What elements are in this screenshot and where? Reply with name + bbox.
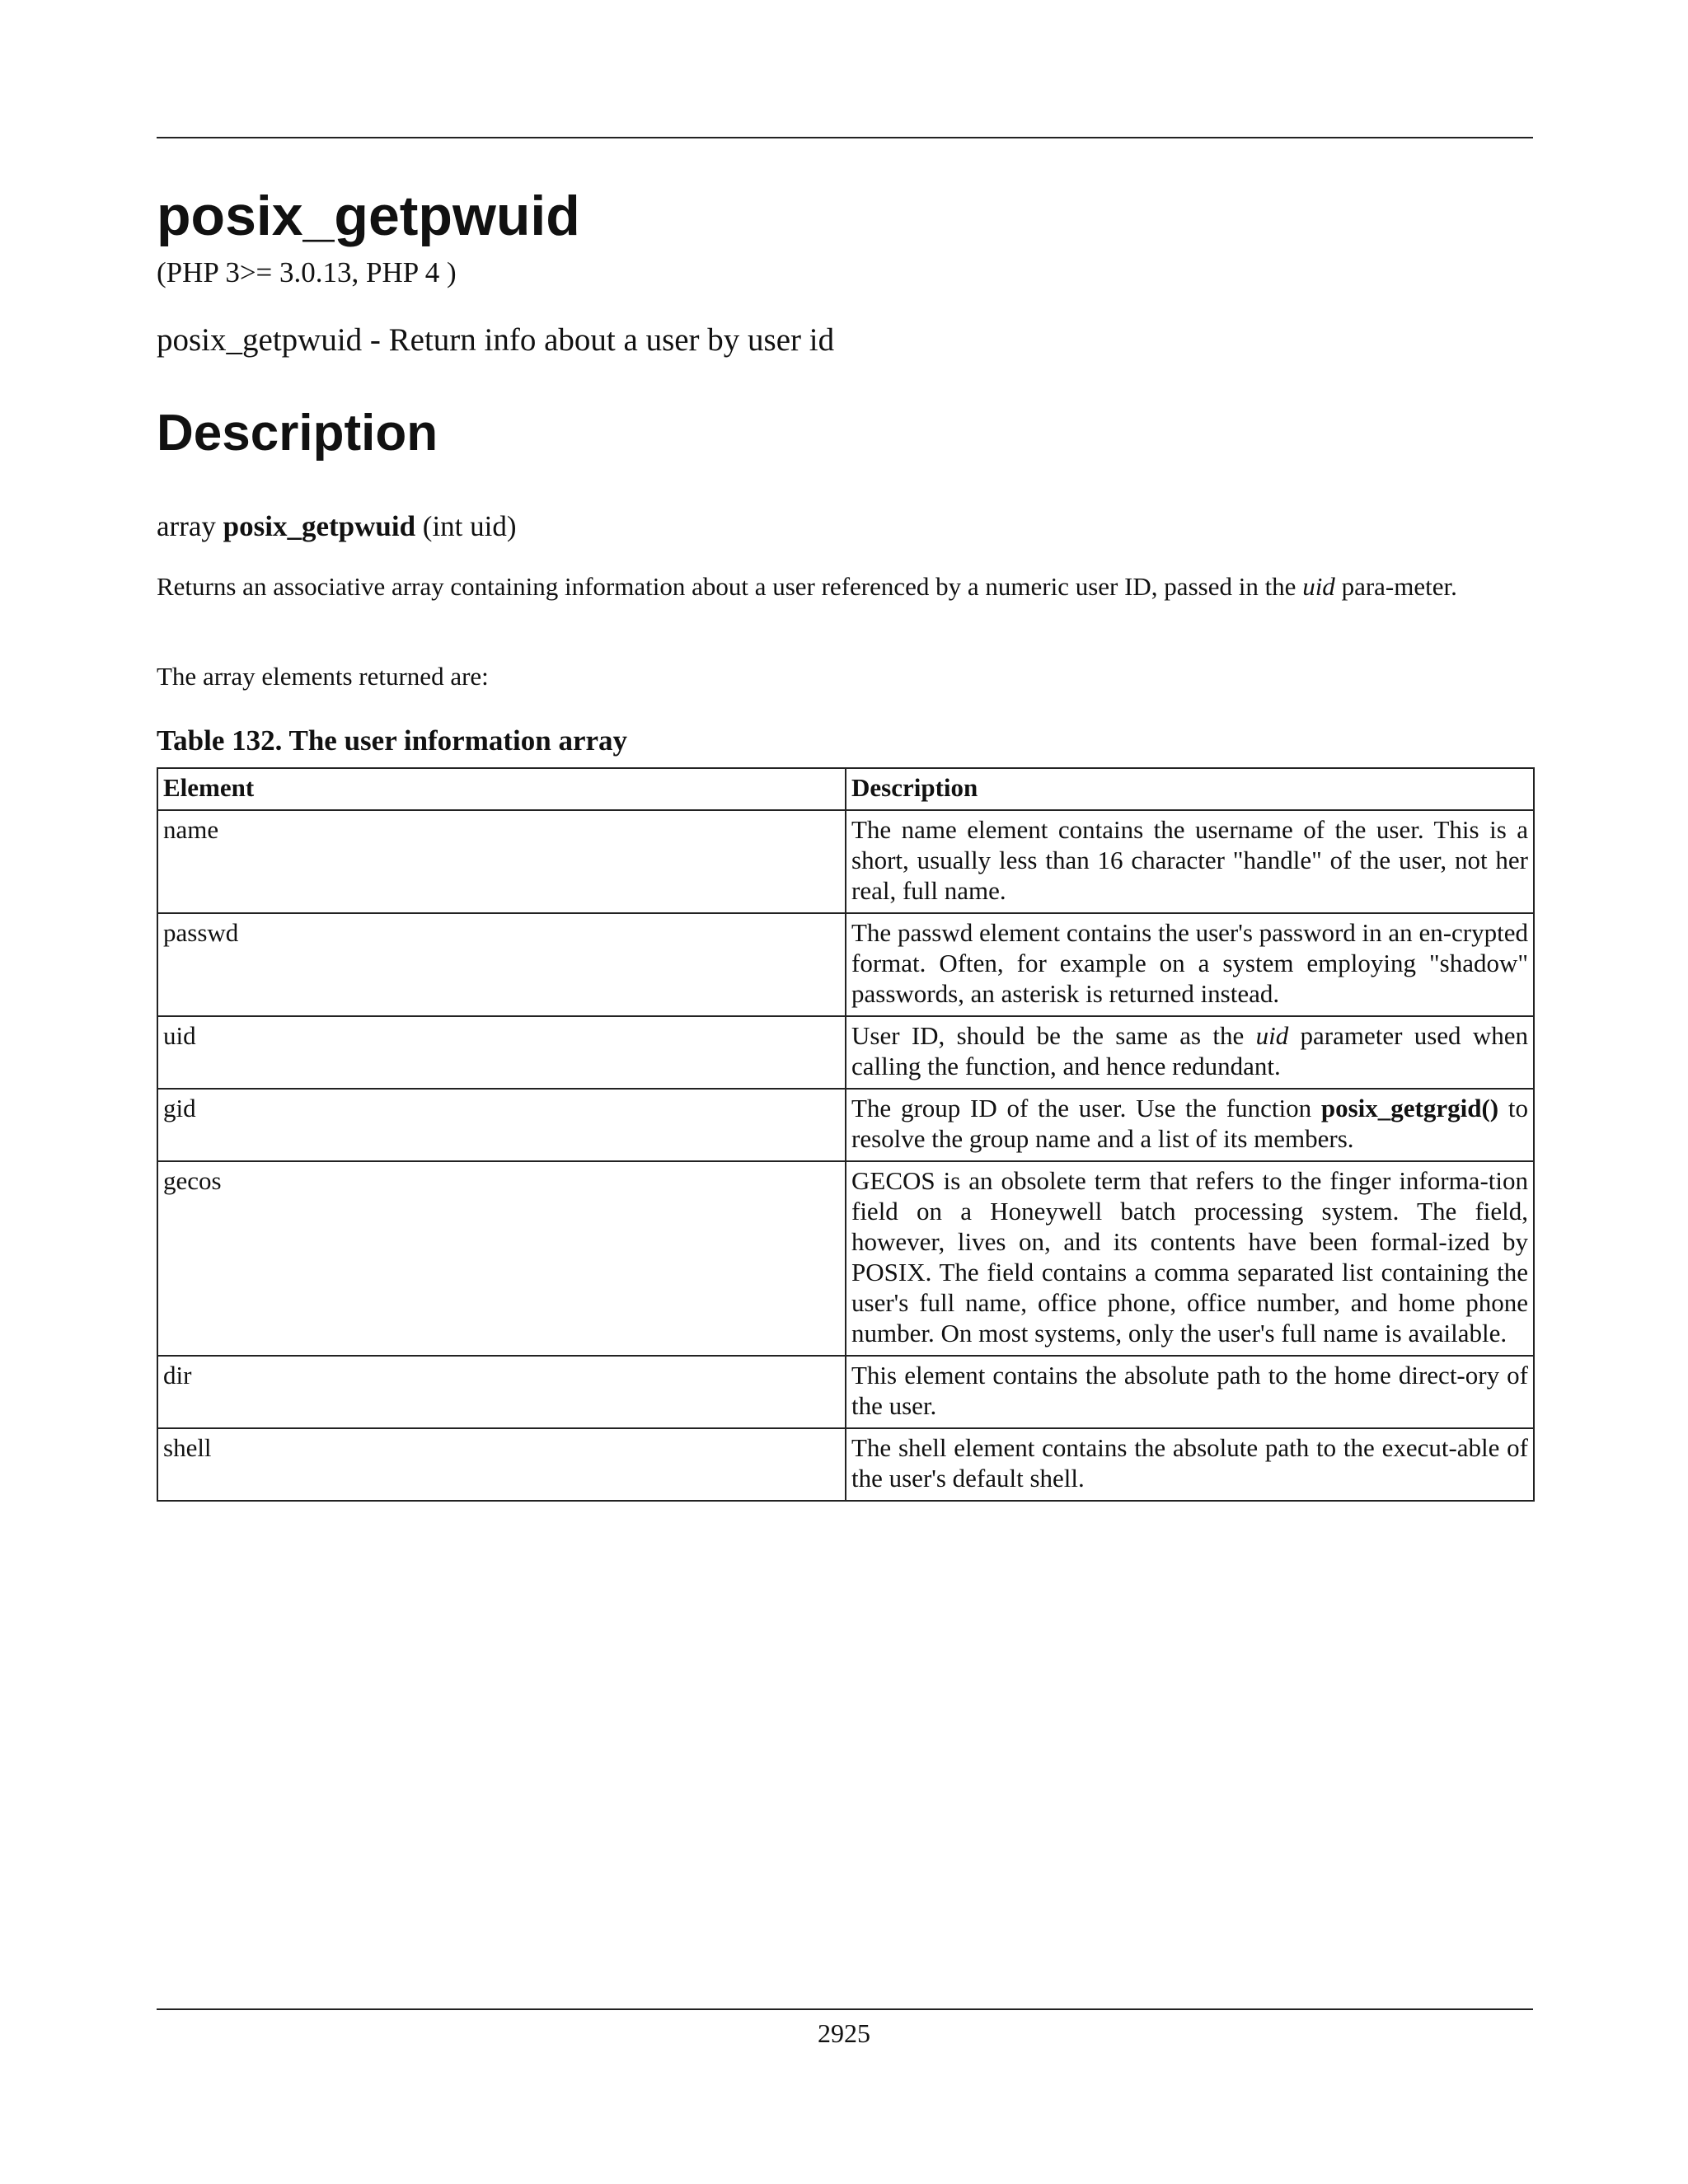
description-cell: This element contains the absolute path to the home direct-ory of the user.: [846, 1356, 1534, 1428]
synopsis-params: (int uid): [422, 510, 517, 542]
element-cell: dir: [157, 1356, 846, 1428]
description-paragraph: [157, 571, 1533, 602]
footer-rule: [157, 2008, 1533, 2010]
array-elements-intro: The array elements returned are:: [157, 662, 489, 691]
table-header-row: [157, 768, 1534, 810]
synopsis-function-name: posix_getpwuid: [223, 510, 416, 542]
synopsis-return-type: array: [157, 510, 216, 542]
element-cell: name: [157, 810, 846, 913]
description-cell: [846, 1089, 1534, 1161]
description-text-end: to resolve the group name and a list of its members.: [851, 1094, 1528, 1153]
description-text: User ID, should be the same as the: [851, 1021, 1256, 1050]
table-row: [157, 1356, 1534, 1428]
param-name: uid: [1255, 1021, 1289, 1050]
paragraph-text-end: para-meter.: [1334, 572, 1457, 601]
element-cell: passwd: [157, 913, 846, 1016]
table-row: [157, 810, 1534, 913]
description-text: The group ID of the user. Use the function: [851, 1094, 1321, 1122]
page-number: 2925: [818, 2018, 870, 2048]
function-synopsis: [157, 509, 517, 544]
function-purpose: posix_getpwuid - Return info about a user by user id: [157, 322, 835, 358]
table-caption: Table 132. The user information array: [157, 724, 628, 757]
table-row: [157, 913, 1534, 1016]
page-title: posix_getpwuid: [157, 185, 580, 247]
function-reference: posix_getgrgid(): [1320, 1094, 1499, 1122]
description-text-end: parameter used when calling the function, and hence redundant.: [851, 1021, 1528, 1080]
param-name: uid: [1302, 572, 1335, 601]
paragraph-text: Returns an associative array containing information about a user referenced by a numeric user ID, passed in the: [157, 572, 1303, 601]
column-header-description: Description: [846, 768, 1534, 810]
table-row: [157, 1016, 1534, 1089]
column-header-element: Element: [157, 768, 846, 810]
table-row: [157, 1428, 1534, 1501]
user-info-table: [157, 767, 1535, 1502]
description-cell: The name element contains the username of the user. This is a short, usually less than 16 character "handle" of the user, not her real, full name.: [846, 810, 1534, 913]
element-cell: shell: [157, 1428, 846, 1501]
description-cell: The passwd element contains the user's password in an en-crypted format. Often, for example on a system employing "shadow" passwords, an asterisk is returned instead.: [846, 913, 1534, 1016]
element-cell: uid: [157, 1016, 846, 1089]
version-info: (PHP 3>= 3.0.13, PHP 4 ): [157, 256, 457, 288]
table-row: [157, 1161, 1534, 1356]
description-cell: The shell element contains the absolute path to the execut-able of the user's default shell.: [846, 1428, 1534, 1501]
description-cell: [846, 1016, 1534, 1089]
header-rule: [157, 137, 1533, 138]
table-row: [157, 1089, 1534, 1161]
element-cell: gecos: [157, 1161, 846, 1356]
description-cell: GECOS is an obsolete term that refers to the finger informa-tion field on a Honeywell batch processing system. The field, however, lives on, and its contents have been formal-ized by POSIX. The field contains a comma separated list containing the user's full name, office phone, office number, and home phone number. On most systems, only the user's full name is available.: [846, 1161, 1534, 1356]
section-heading-description: Description: [157, 405, 438, 462]
element-cell: gid: [157, 1089, 846, 1161]
